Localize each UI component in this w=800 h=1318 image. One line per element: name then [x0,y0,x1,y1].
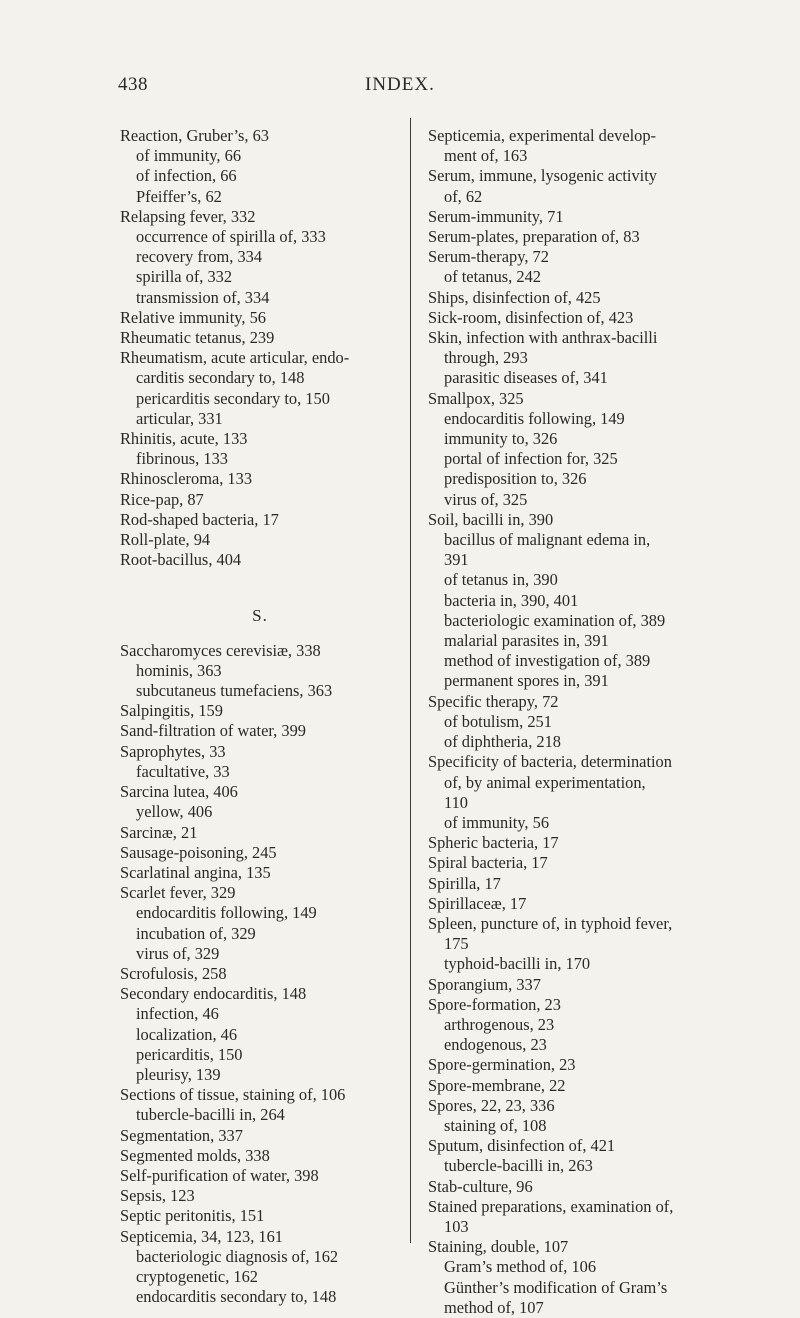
index-entry: Sepsis, 123 [120,1186,195,1206]
index-entry: Soil, bacilli in, 390 [428,509,554,529]
index-subentry: of diphtheria, 218 [444,732,561,752]
index-entry: Ships, disinfection of, 425 [428,287,601,307]
index-entry: Sporangium, 337 [428,974,541,994]
index-subentry: endogenous, 23 [444,1035,547,1055]
index-entry: Smallpox, 325 [428,388,524,408]
index-subentry: localization, 46 [136,1024,238,1044]
index-subentry: virus of, 329 [136,943,220,963]
index-subentry: predisposition to, 326 [444,469,587,489]
index-entry: Sick-room, disinfection of, 423 [428,307,634,327]
index-subentry: pericarditis secondary to, 150 [136,388,330,408]
index-subentry: through, 293 [444,348,528,368]
index-entry: Serum-therapy, 72 [428,247,549,267]
index-entry: Self-purification of water, 398 [120,1165,319,1185]
index-subentry: portal of infection for, 325 [444,449,618,469]
index-subentry: pericarditis, 150 [136,1044,243,1064]
index-subentry: virus of, 325 [444,489,528,509]
index-subentry: bacteriologic diagnosis of, 162 [136,1246,339,1266]
index-entry: Sausage-poisoning, 245 [120,842,277,862]
index-entry: Reaction, Gruber’s, 63 [120,126,269,145]
index-subentry: of tetanus in, 390 [444,570,558,590]
column-divider [410,118,411,1243]
index-entry: Rod-shaped bacteria, 17 [120,509,279,529]
index-entry: Salpingitis, 159 [120,701,223,721]
index-entry: Segmentation, 337 [120,1125,243,1145]
index-entry: Segmented molds, 338 [120,1145,270,1165]
index-entry: Septicemia, experimental develop- [428,126,657,145]
index-subentry: of, by animal experimentation, [444,772,646,792]
index-entry: Scarlet fever, 329 [120,883,236,903]
index-subentry: ment of, 163 [444,146,528,166]
index-subentry: Gram’s method of, 106 [444,1257,597,1277]
index-entry: Skin, infection with anthrax-bacilli [428,328,658,348]
index-subentry: yellow, 406 [136,802,213,822]
index-entry: Spirillaceæ, 17 [428,893,527,913]
index-subentry: subcutaneus tumefaciens, 363 [136,681,333,701]
index-subentry: recovery from, 334 [136,247,263,267]
index-entry: Scrofulosis, 258 [120,963,227,983]
index-entry: Saprophytes, 33 [120,741,226,761]
index-subentry: method of investigation of, 389 [444,651,651,671]
index-subentry: immunity to, 326 [444,429,558,449]
index-entry: Spore-germination, 23 [428,1055,576,1075]
index-entry: Rheumatism, acute articular, endo- [120,348,350,368]
index-subentry: carditis secondary to, 148 [136,368,305,388]
page-title: INDEX. [365,74,435,95]
index-entry: Spheric bacteria, 17 [428,833,559,853]
index-entries-s-continued [428,126,718,1318]
index-entry: Staining, double, 107 [428,1237,569,1257]
index-subentry: of immunity, 56 [444,812,550,832]
index-subentry: malarial parasites in, 391 [444,631,609,651]
index-entry: Serum-immunity, 71 [428,206,564,226]
index-subentry: incubation of, 329 [136,923,256,943]
index-subentry: fibrinous, 133 [136,449,228,469]
index-entry: Sarcina lutea, 406 [120,782,238,802]
index-subentry: bacteria in, 390, 401 [444,590,579,610]
index-subentry: bacteriologic examination of, 389 [444,610,666,630]
index-column-left [120,126,400,1307]
index-subentry: cryptogenetic, 162 [136,1266,258,1286]
index-subentry: articular, 331 [136,408,223,428]
index-entry: Roll-plate, 94 [120,530,211,550]
index-subentry: endocarditis following, 149 [444,408,625,428]
index-subentry: infection, 46 [136,1004,219,1024]
index-entry: Root-bacillus, 404 [120,550,242,570]
index-subentry: staining of, 108 [444,1115,547,1135]
index-entry: Sarcinæ, 21 [120,822,198,842]
index-subentry: tubercle-bacilli in, 263 [444,1156,593,1176]
index-subentry: 110 [444,792,468,812]
index-entry: Spirilla, 17 [428,873,501,893]
index-entry: Specificity of bacteria, determination [428,752,672,772]
index-entry: Serum-plates, preparation of, 83 [428,227,640,247]
index-entry: Septicemia, 34, 123, 161 [120,1226,283,1246]
index-entry: Saccharomyces cerevisiæ, 338 [120,640,321,660]
index-subentry: hominis, 363 [136,660,222,680]
section-letter-s: S. [252,606,268,626]
index-entry: Septic peritonitis, 151 [120,1206,265,1226]
index-subentry: spirilla of, 332 [136,267,233,287]
index-subentry: of immunity, 66 [136,146,242,166]
index-entry: Specific therapy, 72 [428,691,559,711]
index-subentry: transmission of, 334 [136,287,270,307]
index-subentry: method of, 107 [444,1297,544,1317]
index-entry: Stab-culture, 96 [428,1176,533,1196]
index-entry: Sputum, disinfection of, 421 [428,1136,616,1156]
index-entry: Rhinitis, acute, 133 [120,429,248,449]
index-subentry: bacillus of malignant edema in, [444,530,651,550]
page-number: 438 [118,74,148,95]
index-entry: Sand-filtration of water, 399 [120,721,306,741]
index-subentry: parasitic diseases of, 341 [444,368,608,388]
index-entry: Spore-membrane, 22 [428,1075,566,1095]
index-subentry: permanent spores in, 391 [444,671,609,691]
index-entries-r [120,126,400,570]
index-entry: Spores, 22, 23, 336 [428,1095,555,1115]
index-entry: Spleen, puncture of, in typhoid fever, [428,913,673,933]
index-subentry: 391 [444,550,469,570]
index-subentry: pleurisy, 139 [136,1064,221,1084]
index-entry: Spore-formation, 23 [428,994,561,1014]
index-entry: Serum, immune, lysogenic activity [428,166,657,186]
index-subentry: occurrence of spirilla of, 333 [136,227,326,247]
index-entry: Spiral bacteria, 17 [428,853,548,873]
index-subentry: 103 [444,1216,469,1236]
index-column-right [428,126,718,1318]
index-entry: Sections of tissue, staining of, 106 [120,1085,346,1105]
page-header [0,74,800,104]
index-subentry: of, 62 [444,186,483,206]
index-entry: Rhinoscleroma, 133 [120,469,253,489]
index-subentry: of botulism, 251 [444,711,552,731]
index-subentry: arthrogenous, 23 [444,1014,555,1034]
index-subentry: of tetanus, 242 [444,267,541,287]
index-entry: Stained preparations, examination of, [428,1196,674,1216]
index-entry: Secondary endocarditis, 148 [120,984,307,1004]
index-subentry: endocarditis following, 149 [136,903,317,923]
index-subentry: Pfeiffer’s, 62 [136,186,222,206]
index-entries-s [120,641,400,1308]
index-entry: Rice-pap, 87 [120,489,204,509]
index-subentry: 175 [444,934,469,954]
index-subentry: facultative, 33 [136,761,230,781]
index-entry: Relapsing fever, 332 [120,206,256,226]
index-subentry: Günther’s modification of Gram’s [444,1277,668,1297]
index-entry: Scarlatinal angina, 135 [120,862,271,882]
index-entry: Relative immunity, 56 [120,307,266,327]
index-subentry: typhoid-bacilli in, 170 [444,954,591,974]
index-subentry: tubercle-bacilli in, 264 [136,1105,285,1125]
index-subentry: of infection, 66 [136,166,237,186]
index-entry: Rheumatic tetanus, 239 [120,328,275,348]
index-subentry: endocarditis secondary to, 148 [136,1287,337,1307]
